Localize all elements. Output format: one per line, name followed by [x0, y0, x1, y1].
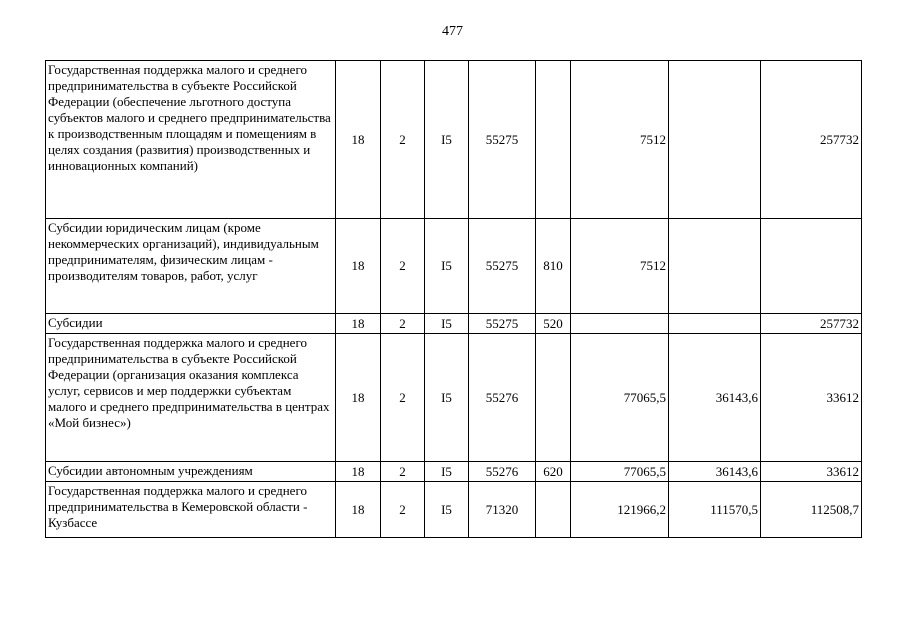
- cell-vr: [536, 482, 571, 538]
- table-row: [46, 334, 862, 462]
- cell-v1: 7512: [571, 219, 669, 314]
- row-name: Государственная поддержка малого и среднего предпринимательства в субъекте Российской Федерации (обеспечение льготного доступа субъектов малого и среднего предпринимательства к производственным площадям и помещениям в целях создания (развития) производственных и инновационных компаний): [46, 61, 336, 219]
- cell-c2: 2: [381, 462, 425, 482]
- cell-c1: 18: [336, 462, 381, 482]
- cell-code: 55276: [469, 334, 536, 462]
- cell-code: 71320: [469, 482, 536, 538]
- row-name: Государственная поддержка малого и среднего предпринимательства в Кемеровской области - Кузбассе: [46, 482, 336, 538]
- cell-c1: 18: [336, 219, 381, 314]
- cell-v1: 77065,5: [571, 334, 669, 462]
- cell-v2: 111570,5: [669, 482, 761, 538]
- cell-c3: I5: [425, 482, 469, 538]
- cell-vr: 810: [536, 219, 571, 314]
- cell-c1: 18: [336, 482, 381, 538]
- cell-vr: 520: [536, 314, 571, 334]
- cell-code: 55275: [469, 314, 536, 334]
- cell-v1: 7512: [571, 61, 669, 219]
- row-name: Государственная поддержка малого и среднего предпринимательства в субъекте Российской Федерации (организация оказания комплекса услуг, сервисов и мер поддержки субъектам малого и среднего предпринимательства в центрах «Мой бизнес»): [46, 334, 336, 462]
- cell-c1: 18: [336, 334, 381, 462]
- cell-code: 55275: [469, 61, 536, 219]
- cell-v1: [571, 314, 669, 334]
- cell-v2: [669, 314, 761, 334]
- cell-v1: 121966,2: [571, 482, 669, 538]
- table-row: [46, 462, 862, 482]
- row-name: Субсидии автономным учреждениям: [46, 462, 336, 482]
- cell-c3: I5: [425, 219, 469, 314]
- cell-c1: 18: [336, 61, 381, 219]
- cell-c3: I5: [425, 314, 469, 334]
- cell-v2: [669, 61, 761, 219]
- cell-vr: [536, 61, 571, 219]
- cell-v2: [669, 219, 761, 314]
- cell-v1: 77065,5: [571, 462, 669, 482]
- cell-v3: 33612: [761, 334, 862, 462]
- row-name: Субсидии юридическим лицам (кроме некоммерческих организаций), индивидуальным предпринимателям, физическим лицам - производителям товаров, работ, услуг: [46, 219, 336, 314]
- table-row: [46, 482, 862, 538]
- cell-v3: 257732: [761, 314, 862, 334]
- cell-v2: 36143,6: [669, 334, 761, 462]
- cell-v3: 112508,7: [761, 482, 862, 538]
- cell-c1: 18: [336, 314, 381, 334]
- table-row: [46, 314, 862, 334]
- row-name: Субсидии: [46, 314, 336, 334]
- cell-v3: [761, 219, 862, 314]
- cell-vr: 620: [536, 462, 571, 482]
- table-row: [46, 219, 862, 314]
- cell-c3: I5: [425, 334, 469, 462]
- cell-c2: 2: [381, 334, 425, 462]
- cell-v3: 33612: [761, 462, 862, 482]
- table-row: [46, 61, 862, 219]
- cell-c3: I5: [425, 61, 469, 219]
- budget-table: [45, 60, 862, 538]
- page-number: 477: [442, 24, 463, 39]
- cell-c2: 2: [381, 219, 425, 314]
- cell-c2: 2: [381, 61, 425, 219]
- cell-c3: I5: [425, 462, 469, 482]
- cell-vr: [536, 334, 571, 462]
- cell-c2: 2: [381, 482, 425, 538]
- cell-v2: 36143,6: [669, 462, 761, 482]
- cell-v3: 257732: [761, 61, 862, 219]
- cell-code: 55275: [469, 219, 536, 314]
- cell-code: 55276: [469, 462, 536, 482]
- cell-c2: 2: [381, 314, 425, 334]
